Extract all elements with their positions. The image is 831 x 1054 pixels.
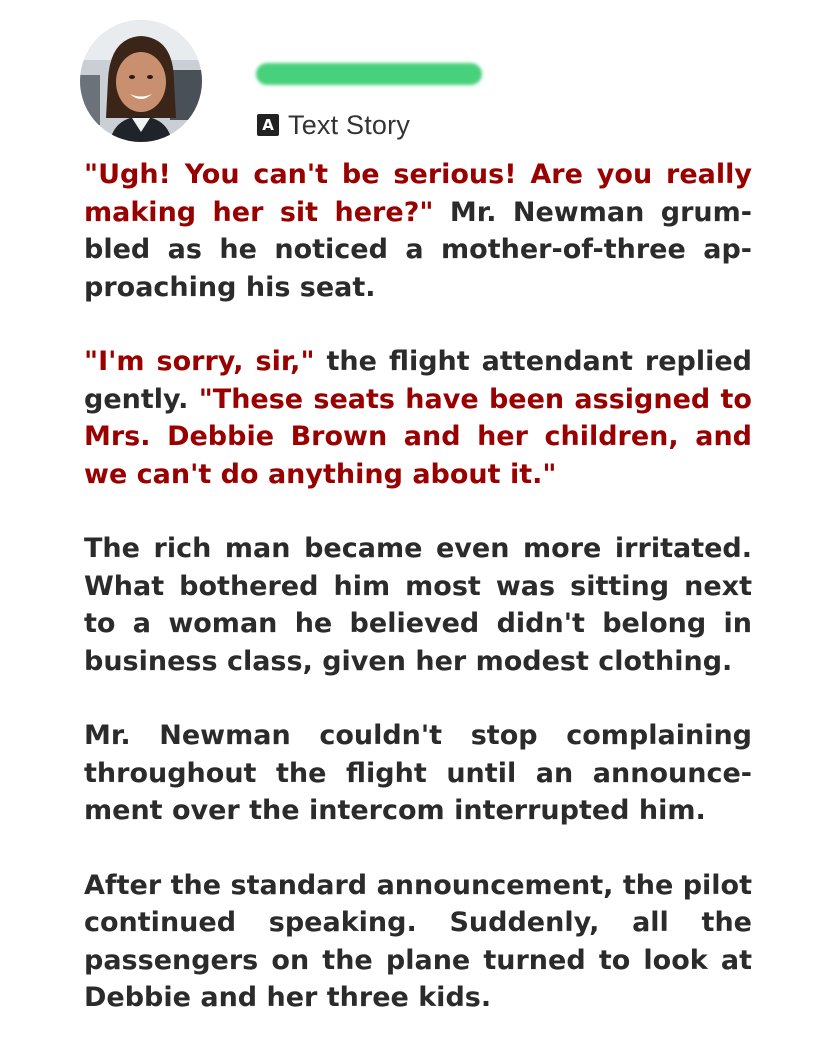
narration: Mr. Newman grumbled as he noticed a mother-of-three approaching his seat. — [84, 196, 752, 303]
author-name-redacted — [256, 63, 482, 85]
dialogue-quote: "Ugh! You can't be serious! Are you really making her sit here?" — [84, 159, 752, 228]
story-body — [84, 156, 752, 1054]
narration: the flight attendant replied gently. — [84, 346, 752, 415]
story-type-badge — [257, 108, 410, 142]
story-paragraph-1 — [84, 156, 752, 306]
story-paragraph-2 — [84, 343, 752, 493]
story-paragraph-4: Mr. Newman couldn't stop complaining throughout the flight until an announcement over the intercom interrupted him. — [84, 720, 752, 826]
dialogue-quote: "These seats have been assigned to Mrs. Debbie Brown and her children, and we can't do anything about it." — [84, 383, 752, 490]
text-story-icon: A — [257, 114, 279, 136]
story-paragraph-3: The rich man became even more irritated. What bothered him most was sitting next to a woman he believed didn't belong in business class, given her modest clothing. — [84, 533, 752, 677]
dialogue-quote: "I'm sorry, sir," — [84, 346, 315, 377]
author-avatar[interactable] — [80, 20, 202, 142]
story-paragraph-5: After the standard announcement, the pilot continued speaking. Suddenly, all the passengers on the plane turned to look at Debbie and her three kids. — [84, 869, 752, 1013]
story-type-label: Text Story — [288, 109, 411, 140]
avatar-image — [80, 20, 202, 142]
